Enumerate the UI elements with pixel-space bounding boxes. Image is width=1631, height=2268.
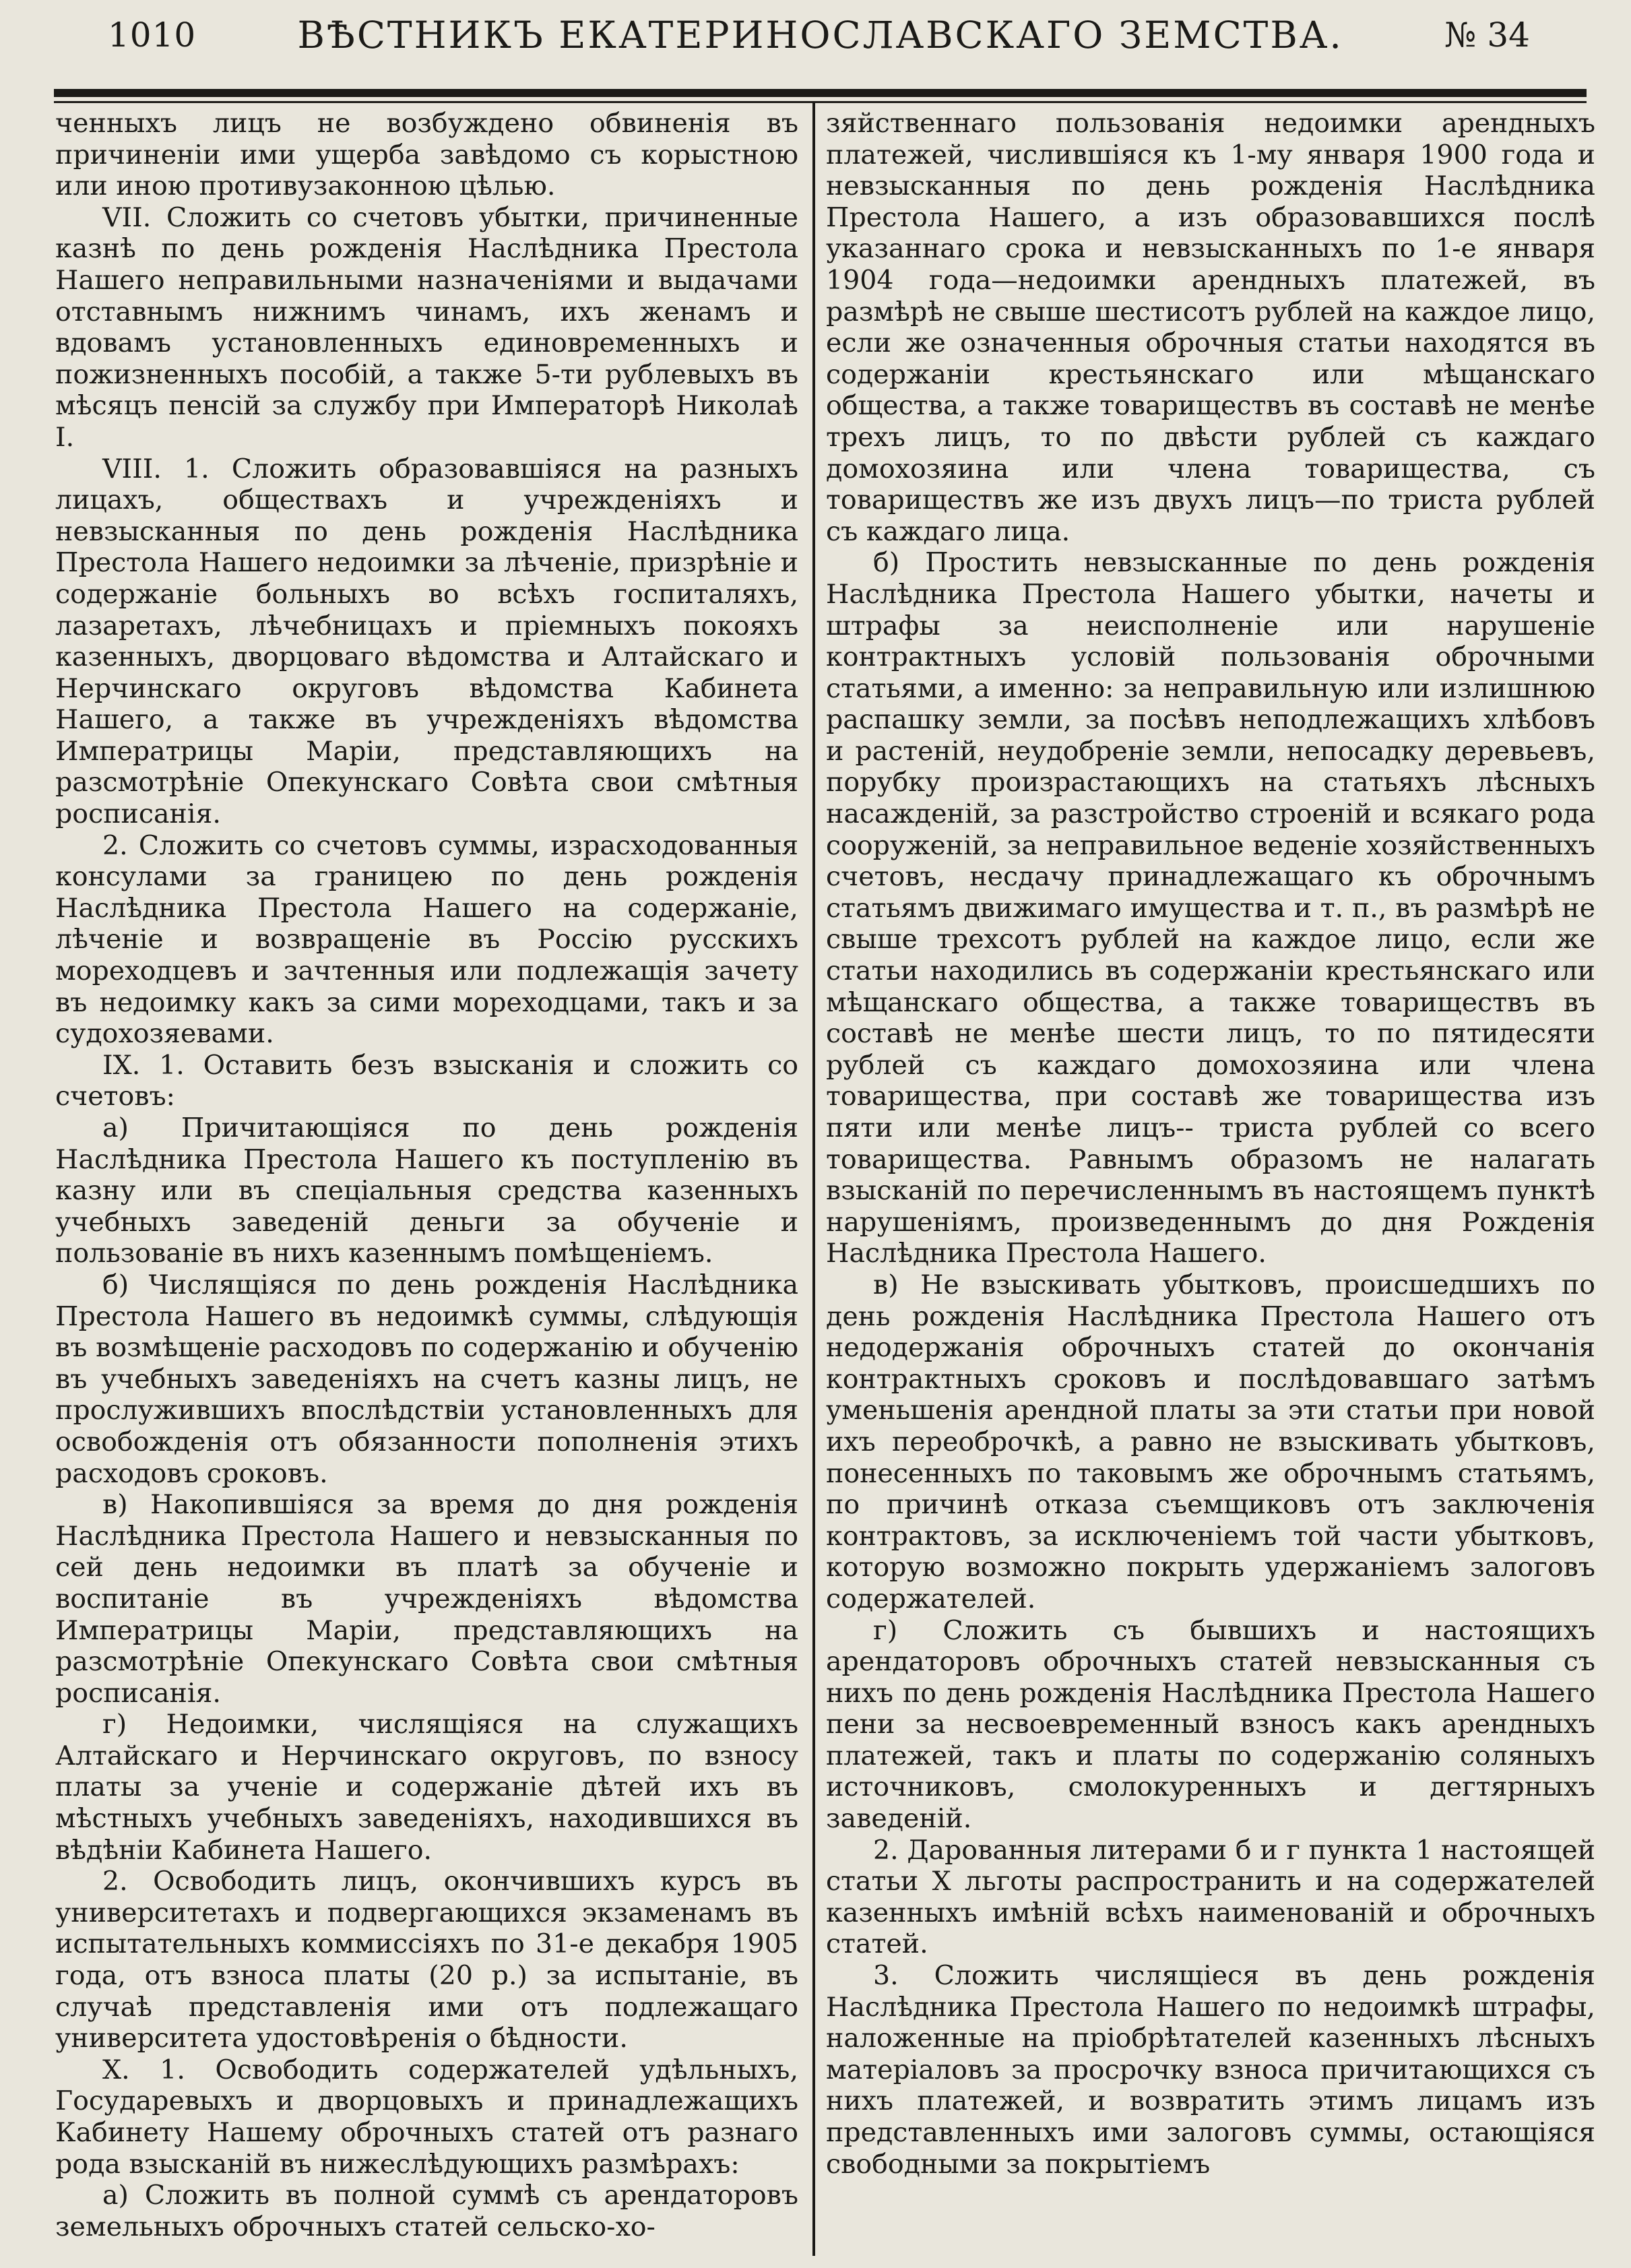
paragraph: X. 1. Освободить содержателей удѣльныхъ, Государевыхъ и дворцовыхъ и принадлежащихъ Кабинету Нашему оброчныхъ статей отъ разнаго рода взысканій въ нижеслѣдующихъ размѣрахъ: — [55, 2054, 798, 2180]
journal-title: ВѢСТНИКЪ ЕКАТЕРИНОСЛАВСКАГО ЗЕМСТВА. — [297, 13, 1343, 57]
right-column — [826, 108, 1595, 2180]
left-column — [55, 108, 798, 2242]
paragraph: 2. Дарованныя литерами б и г пункта 1 настоящей статьи X льготы распространить и на содержателей казенныхъ имѣній всѣхъ наименованій и оброчныхъ статей. — [826, 1834, 1595, 1960]
paragraph: 3. Сложить числящіеся въ день рожденія Наслѣдника Престола Нашего по недоимкѣ штрафы, наложенные на пріобрѣтателей казенныхъ лѣсныхъ матеріаловъ за просрочку взноса причитающихся съ нихъ платежей, и возвратить этимъ лицамъ изъ представленныхъ ими залоговъ суммы, остающіяся свободными за покрытіемъ — [826, 1960, 1595, 2180]
paragraph: а) Причитающіяся по день рожденія Наслѣдника Престола Нашего къ поступленію въ казну или въ спеціальныя средства казенныхъ учебныхъ заведеній деньги за обученіе и пользованіе въ нихъ казеннымъ помѣщеніемъ. — [55, 1112, 798, 1269]
page-number: 1010 — [108, 15, 197, 55]
paragraph: в) Не взыскивать убытковъ, происшедшихъ по день рожденія Наслѣдника Престола Нашего отъ недодержанія оброчныхъ статей до окончанія контрактныхъ сроковъ и послѣдовавшаго затѣмъ уменьшенія арендной платы за эти статьи при новой ихъ переоброчкѣ, а равно не взыскивать убытковъ, понесенныхъ по таковымъ же оброчнымъ статьямъ, по причинѣ отказа съемщиковъ отъ заключенія контрактовъ, за исключеніемъ той части убытковъ, которую возможно покрыть удержаніемъ залоговъ содержателей. — [826, 1269, 1595, 1614]
paragraph: 2. Сложить со счетовъ суммы, израсходованныя консулами за границею по день рожденія Наслѣдника Престола Нашего на содержаніе, лѣченіе и возвращеніе въ Россію русскихъ мореходцевъ и зачтенныя или подлежащія зачету въ недоимку какъ за сими мореходцами, такъ и за судохозяевами. — [55, 829, 798, 1050]
paragraph: б) Простить невзысканные по день рожденія Наслѣдника Престола Нашего убытки, начеты и штрафы за неисполненіе или нарушеніе контрактныхъ условій пользованія оброчными статьями, а именно: за неправильную или излишнюю распашку земли, за посѣвъ неподлежащихъ хлѣбовъ и растеній, неудобреніе земли, непосадку деревьевъ, порубку произрастающихъ на статьяхъ лѣсныхъ насажденій, за разстройство строеній и всякаго рода сооруженій, за неправильное веденіе хозяйственныхъ счетовъ, несдачу принадлежащаго къ оброчнымъ статьямъ движимаго имущества и т. п., въ размѣрѣ не свыше трехсотъ рублей на каждое лицо, если же статьи находились въ содержаніи крестьянскаго или мѣщанскаго общества, а также товариществъ въ составѣ не менѣе шести лицъ, то по пятидесяти рублей съ каждаго домохозяина или члена товарищества, при составѣ же товарищества изъ пяти или менѣе лицъ-- триста рублей со всего товарищества. Равнымъ образомъ не налагать взысканій по перечисленнымъ въ настоящемъ пунктѣ нарушеніямъ, произведеннымъ до дня Рожденія Наслѣдника Престола Нашего. — [826, 547, 1595, 1269]
paragraph: а) Сложить въ полной суммѣ съ арендаторовъ земельныхъ оброчныхъ статей сельско-хо- — [55, 2180, 798, 2242]
column-divider — [812, 103, 815, 2256]
issue-number: № 34 — [1444, 15, 1530, 55]
header-rule-thin — [54, 101, 1587, 103]
paragraph: зяйственнаго пользованія недоимки арендныхъ платежей, числившіяся къ 1-му января 1900 года и невзысканныя по день рожденія Наслѣдника Престола Нашего, а изъ образовавшихся послѣ указаннаго срока и невзысканныхъ по 1-е января 1904 года—недоимки арендныхъ платежей, въ размѣрѣ не свыше шестисотъ рублей на каждое лицо, если же означенныя оброчныя статьи находятся въ содержаніи крестьянскаго или мѣщанскаго общества, а также товариществъ въ составѣ не менѣе трехъ лицъ, то по двѣсти рублей съ каждаго домохозяина или члена товарищества, съ товариществъ же изъ двухъ лицъ—по триста рублей съ каждаго лица. — [826, 108, 1595, 547]
page-header — [108, 3, 1530, 67]
paragraph: в) Накопившіяся за время до дня рожденія Наслѣдника Престола Нашего и невзысканныя по сей день недоимки въ платѣ за обученіе и воспитаніе въ учрежденіяхъ вѣдомства Императрицы Маріи, представляющихъ на разсмотрѣніе Опекунскаго Совѣта свои смѣтныя росписанія. — [55, 1489, 798, 1709]
paragraph: г) Сложить съ бывшихъ и настоящихъ арендаторовъ оброчныхъ статей невзысканныя съ нихъ по день рожденія Наслѣдника Престола Нашего пени за несвоевременный взносъ какъ арендныхъ платежей, такъ и платы по содержанію соляныхъ источниковъ, смолокуренныхъ и дегтярныхъ заведеній. — [826, 1614, 1595, 1835]
paragraph: IX. 1. Оставить безъ взысканія и сложить со счетовъ: — [55, 1049, 798, 1112]
paragraph: г) Недоимки, числящіяся на служащихъ Алтайскаго и Нерчинскаго округовъ, по взносу платы за ученіе и содержаніе дѣтей ихъ въ мѣстныхъ учебныхъ заведеніяхъ, находившихся въ вѣдѣніи Кабинета Нашего. — [55, 1709, 798, 1866]
paragraph: VIII. 1. Сложить образовавшіяся на разныхъ лицахъ, обществахъ и учрежденіяхъ и невзысканныя по день рожденія Наслѣдника Престола Нашего недоимки за лѣченіе, призрѣніе и содержаніе больныхъ во всѣхъ госпиталяхъ, лазаретахъ, лѣчебницахъ и пріемныхъ покояхъ казенныхъ, дворцоваго вѣдомства и Алтайскаго и Нерчинскаго округовъ вѣдомства Кабинета Нашего, а также въ учрежденіяхъ вѣдомства Императрицы Маріи, представляющихъ на разсмотрѣніе Опекунскаго Совѣта свои смѣтныя росписанія. — [55, 453, 798, 830]
paragraph: 2. Освободить лицъ, окончившихъ курсъ въ университетахъ и подвергающихся экзаменамъ въ испытательныхъ коммиссіяхъ по 31-е декабря 1905 года, отъ взноса платы (20 р.) за испытаніе, въ случаѣ представленія ими отъ подлежащаго университета удостовѣренія о бѣдности. — [55, 1866, 798, 2054]
paragraph: VII. Сложить со счетовъ убытки, причиненные казнѣ по день рожденія Наслѣдника Престола Нашего неправильными назначеніями и выдачами отставнымъ нижнимъ чинамъ, ихъ женамъ и вдовамъ установленныхъ единовременныхъ и пожизненныхъ пособій, а также 5-ти рублевыхъ въ мѣсяцъ пенсій за службу при Императорѣ Николаѣ I. — [55, 201, 798, 453]
paragraph: ченныхъ лицъ не возбуждено обвиненія въ причиненіи ими ущерба завѣдомо съ корыстною или иною противузаконною цѣлью. — [55, 108, 798, 202]
paragraph: б) Числящіяся по день рожденія Наслѣдника Престола Нашего въ недоимкѣ суммы, слѣдующія въ возмѣщеніе расходовъ по содержанію и обученію въ учебныхъ заведеніяхъ на счетъ казны лицъ, не прослужившихъ впослѣдствіи установленныхъ для освобожденія отъ обязанности пополненія этихъ расходовъ сроковъ. — [55, 1269, 798, 1489]
header-rule-thick — [54, 89, 1587, 97]
